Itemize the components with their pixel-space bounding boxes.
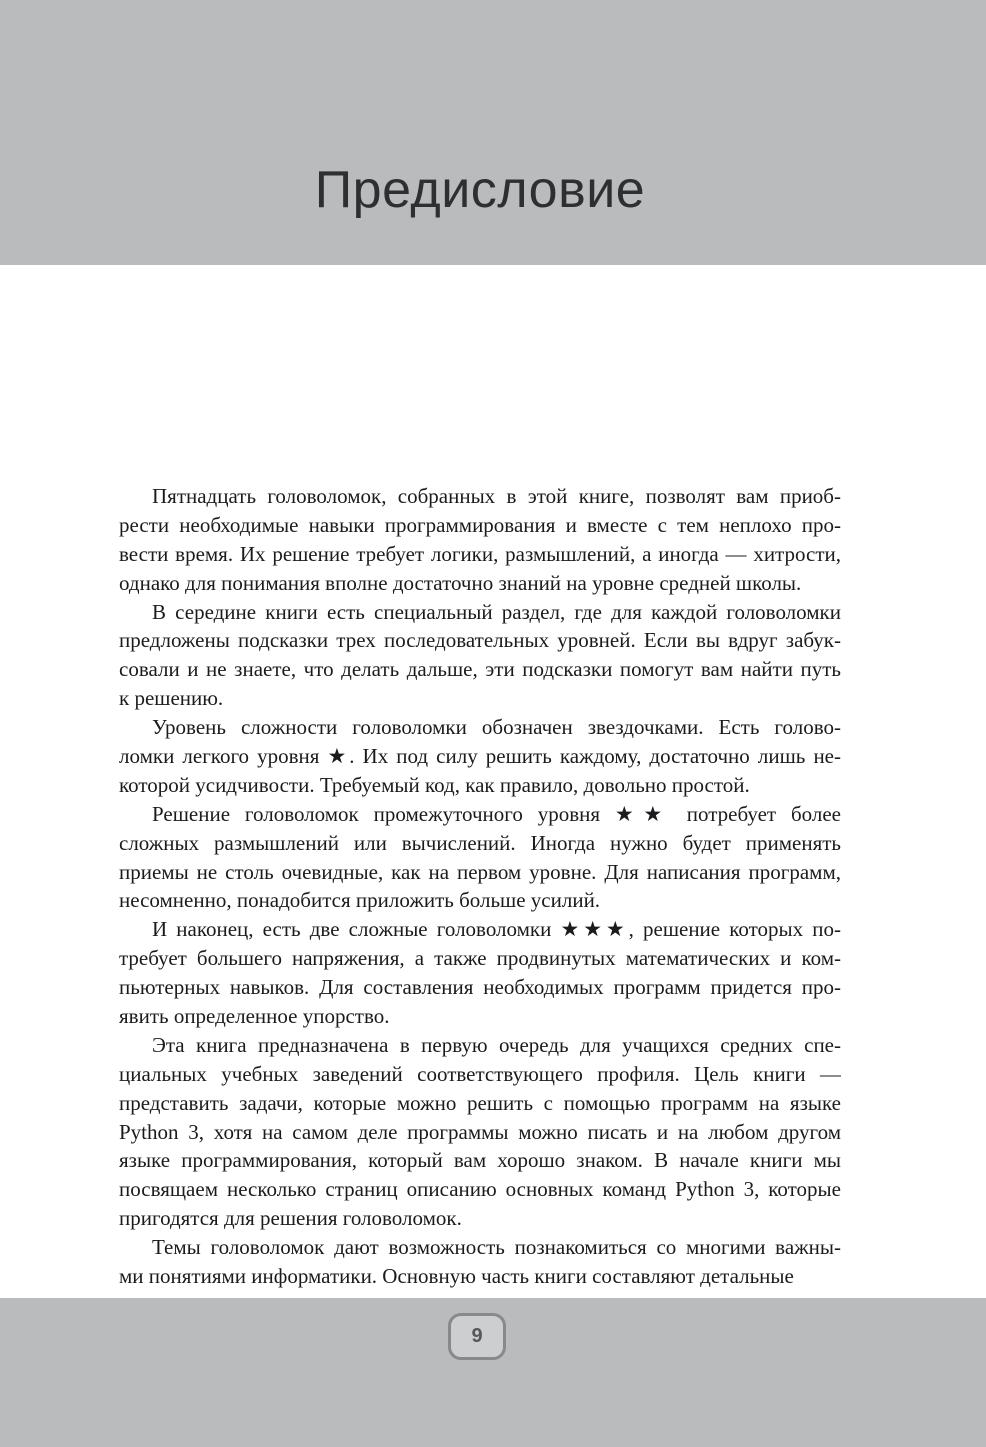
paragraph-line: В середине книги есть специальный раздел, где для каждой головоломки: [152, 599, 841, 624]
paragraph-line: пригодятся для решения головоломок.: [119, 1206, 462, 1231]
footer-band: [0, 1298, 986, 1447]
paragraph-line: явить определенное упорство.: [119, 1004, 390, 1029]
paragraph-line: к решению.: [119, 686, 224, 711]
page-number-badge: [448, 1313, 506, 1360]
paragraph-line: рести необходимые навыки программирования и вместе с тем неплохо про-: [119, 512, 841, 537]
paragraph-line: предложены подсказки трех последовательных уровней. Если вы вдруг забук-: [119, 628, 841, 653]
paragraph-line: языке программирования, который вам хорошо знаком. В начале книги мы: [119, 1148, 841, 1173]
paragraph-line: однако для понимания вполне достаточно знаний на уровне средней школы.: [119, 570, 802, 595]
page-number: 9: [471, 1325, 483, 1347]
paragraph-line: вести время. Их решение требует логики, размышлений, а иногда — хитрости,: [119, 541, 841, 566]
paragraph-line: ми понятиями информатики. Основную часть книги составляют детальные: [119, 1264, 794, 1289]
chapter-title: Предисловие: [314, 161, 646, 219]
paragraph-line: сложных размышлений или вычислений. Иногда нужно будет применять: [119, 830, 841, 855]
paragraph-line: приемы не столь очевидные, как на первом уровне. Для написания программ,: [119, 859, 841, 884]
paragraph-line: И наконец, есть две сложные головоломки ★★★, решение которых по-: [152, 917, 841, 942]
paragraph-line: несомненно, понадобится приложить больше усилий.: [119, 888, 601, 913]
paragraph-line: Эта книга предназначена в первую очередь для учащихся средних спе-: [152, 1032, 841, 1057]
paragraph-line: которой усидчивости. Требуемый код, как правило, довольно простой.: [119, 772, 750, 797]
paragraph-line: Python 3, хотя на самом деле программы можно писать и на любом другом: [119, 1119, 841, 1144]
paragraph-line: совали и не знаете, что делать дальше, эти подсказки помогут вам найти путь: [119, 657, 841, 682]
paragraph-line: циальных учебных заведений соответствующего профиля. Цель книги —: [119, 1061, 841, 1086]
paragraph-line: ломки легкого уровня ★. Их под силу решить каждому, достаточно лишь не-: [119, 744, 841, 769]
paragraph-line: пьютерных навыков. Для составления необходимых программ придется про-: [119, 975, 841, 1000]
paragraph-line: Уровень сложности головоломки обозначен звездочками. Есть голово-: [152, 715, 841, 740]
chapter-header-band: [0, 0, 986, 265]
paragraph-line: представить задачи, которые можно решить с помощью программ на языке: [119, 1090, 841, 1115]
paragraph-line: посвящаем несколько страниц описанию основных команд Python 3, которые: [119, 1177, 841, 1202]
paragraph-line: требует большего напряжения, а также продвинутых математических и ком-: [119, 946, 841, 971]
body-text: [119, 482, 841, 1291]
paragraph-line: Темы головоломок дают возможность познакомиться со многими важны-: [152, 1235, 841, 1260]
paragraph-line: Пятнадцать головоломок, собранных в этой книге, позволят вам приоб-: [152, 484, 841, 508]
paragraph-line: Решение головоломок промежуточного уровня ★★ потребует более: [152, 801, 841, 826]
